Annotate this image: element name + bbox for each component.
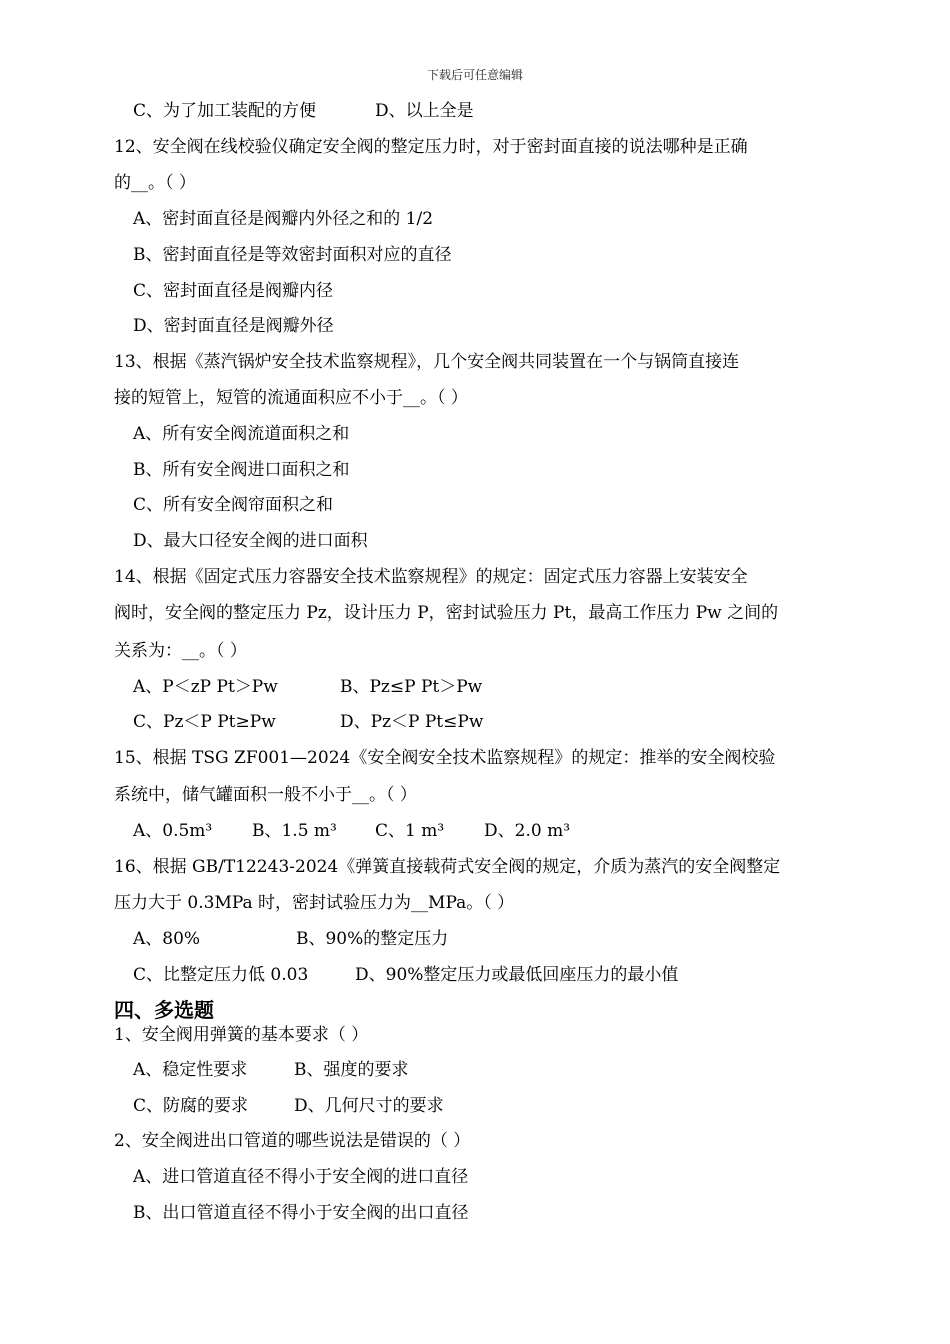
option-row [133, 821, 570, 841]
option-a: A、80% [133, 929, 201, 949]
question-1-text: 1、安全阀用弹簧的基本要求（ ） [114, 1025, 369, 1045]
page-header: 下载后可任意编辑 [426, 68, 523, 82]
option-c: C、所有安全阀帘面积之和 [133, 495, 334, 515]
option-d: D、以上全是 [375, 101, 474, 121]
option-row [133, 965, 678, 985]
question-2-text: 2、安全阀进出口管道的哪些说法是错误的（ ） [114, 1131, 471, 1151]
option-d: D、密封面直径是阀瓣外径 [133, 316, 334, 336]
option-d: D、2.0 m³ [484, 821, 571, 841]
question-15-text: 15、根据 TSG ZF001—2024《安全阀安全技术监察规程》的规定：推举的安全阀校验 [114, 748, 776, 768]
option-a: A、稳定性要求 [133, 1060, 248, 1080]
question-16-text: 16、根据 GB/T12243-2024《弹簧直接载荷式安全阀的规定，介质为蒸汽的安全阀整定 [114, 857, 781, 877]
option-c: C、为了加工装配的方便 [133, 101, 317, 121]
option-b: B、所有安全阀进口面积之和 [133, 460, 350, 480]
option-b: B、密封面直径是等效密封面积对应的直径 [133, 245, 452, 265]
option-c: C、1 m³ [375, 821, 445, 841]
option-d: D、几何尺寸的要求 [294, 1096, 444, 1116]
option-c: C、密封面直径是阀瓣内径 [133, 281, 334, 301]
option-c: C、比整定压力低 0.03 [133, 965, 309, 985]
option-row [133, 1060, 409, 1080]
question-12-text-cont: 的__。（ ） [114, 173, 196, 193]
option-b: B、Pz≤P Pt＞Pw [340, 677, 483, 697]
option-row [133, 101, 474, 121]
question-12-text: 12、安全阀在线校验仪确定安全阀的整定压力时，对于密封面直接的说法哪种是正确 [114, 137, 748, 157]
option-b: B、1.5 m³ [252, 821, 337, 841]
option-a: A、0.5m³ [133, 821, 213, 841]
question-13-text: 13、根据《蒸汽锅炉安全技术监察规程》，几个安全阀共同装置在一个与锅筒直接连 [114, 352, 740, 372]
option-row [133, 929, 448, 949]
option-a: A、密封面直径是阀瓣内外径之和的 1/2 [133, 209, 434, 229]
question-16-text-cont: 压力大于 0.3MPa 时，密封试验压力为__MPa。（ ） [114, 893, 515, 913]
option-d: D、Pz＜P Pt≤Pw [340, 712, 484, 732]
option-d: D、最大口径安全阀的进口面积 [133, 531, 368, 551]
section-title: 四、多选题 [114, 998, 214, 1022]
option-a: A、进口管道直径不得小于安全阀的进口直径 [133, 1167, 469, 1187]
question-14-text-cont: 关系为：__。（ ） [114, 641, 247, 661]
option-b: B、强度的要求 [294, 1060, 409, 1080]
question-13-text-cont: 接的短管上，短管的流通面积应不小于__。（ ） [114, 388, 468, 408]
option-a: A、P＜zP Pt＞Pw [133, 677, 278, 697]
option-row [133, 712, 483, 732]
question-15-text-cont: 系统中，储气罐面积一般不小于__。（ ） [114, 785, 417, 805]
option-b: B、90%的整定压力 [296, 929, 449, 949]
option-row [133, 677, 482, 697]
option-d: D、90%整定压力或最低回座压力的最小值 [355, 965, 679, 985]
option-c: C、Pz＜P Pt≥Pw [133, 712, 276, 732]
option-b: B、出口管道直径不得小于安全阀的出口直径 [133, 1203, 469, 1223]
option-a: A、所有安全阀流道面积之和 [133, 424, 350, 444]
question-14-text-cont: 阀时，安全阀的整定压力 Pz，设计压力 P，密封试验压力 Pt，最高工作压力 Pw 之间的 [114, 603, 779, 623]
question-14-text: 14、根据《固定式压力容器安全技术监察规程》的规定：固定式压力容器上安装安全 [114, 567, 748, 587]
option-c: C、防腐的要求 [133, 1096, 249, 1116]
option-row [133, 1096, 444, 1116]
